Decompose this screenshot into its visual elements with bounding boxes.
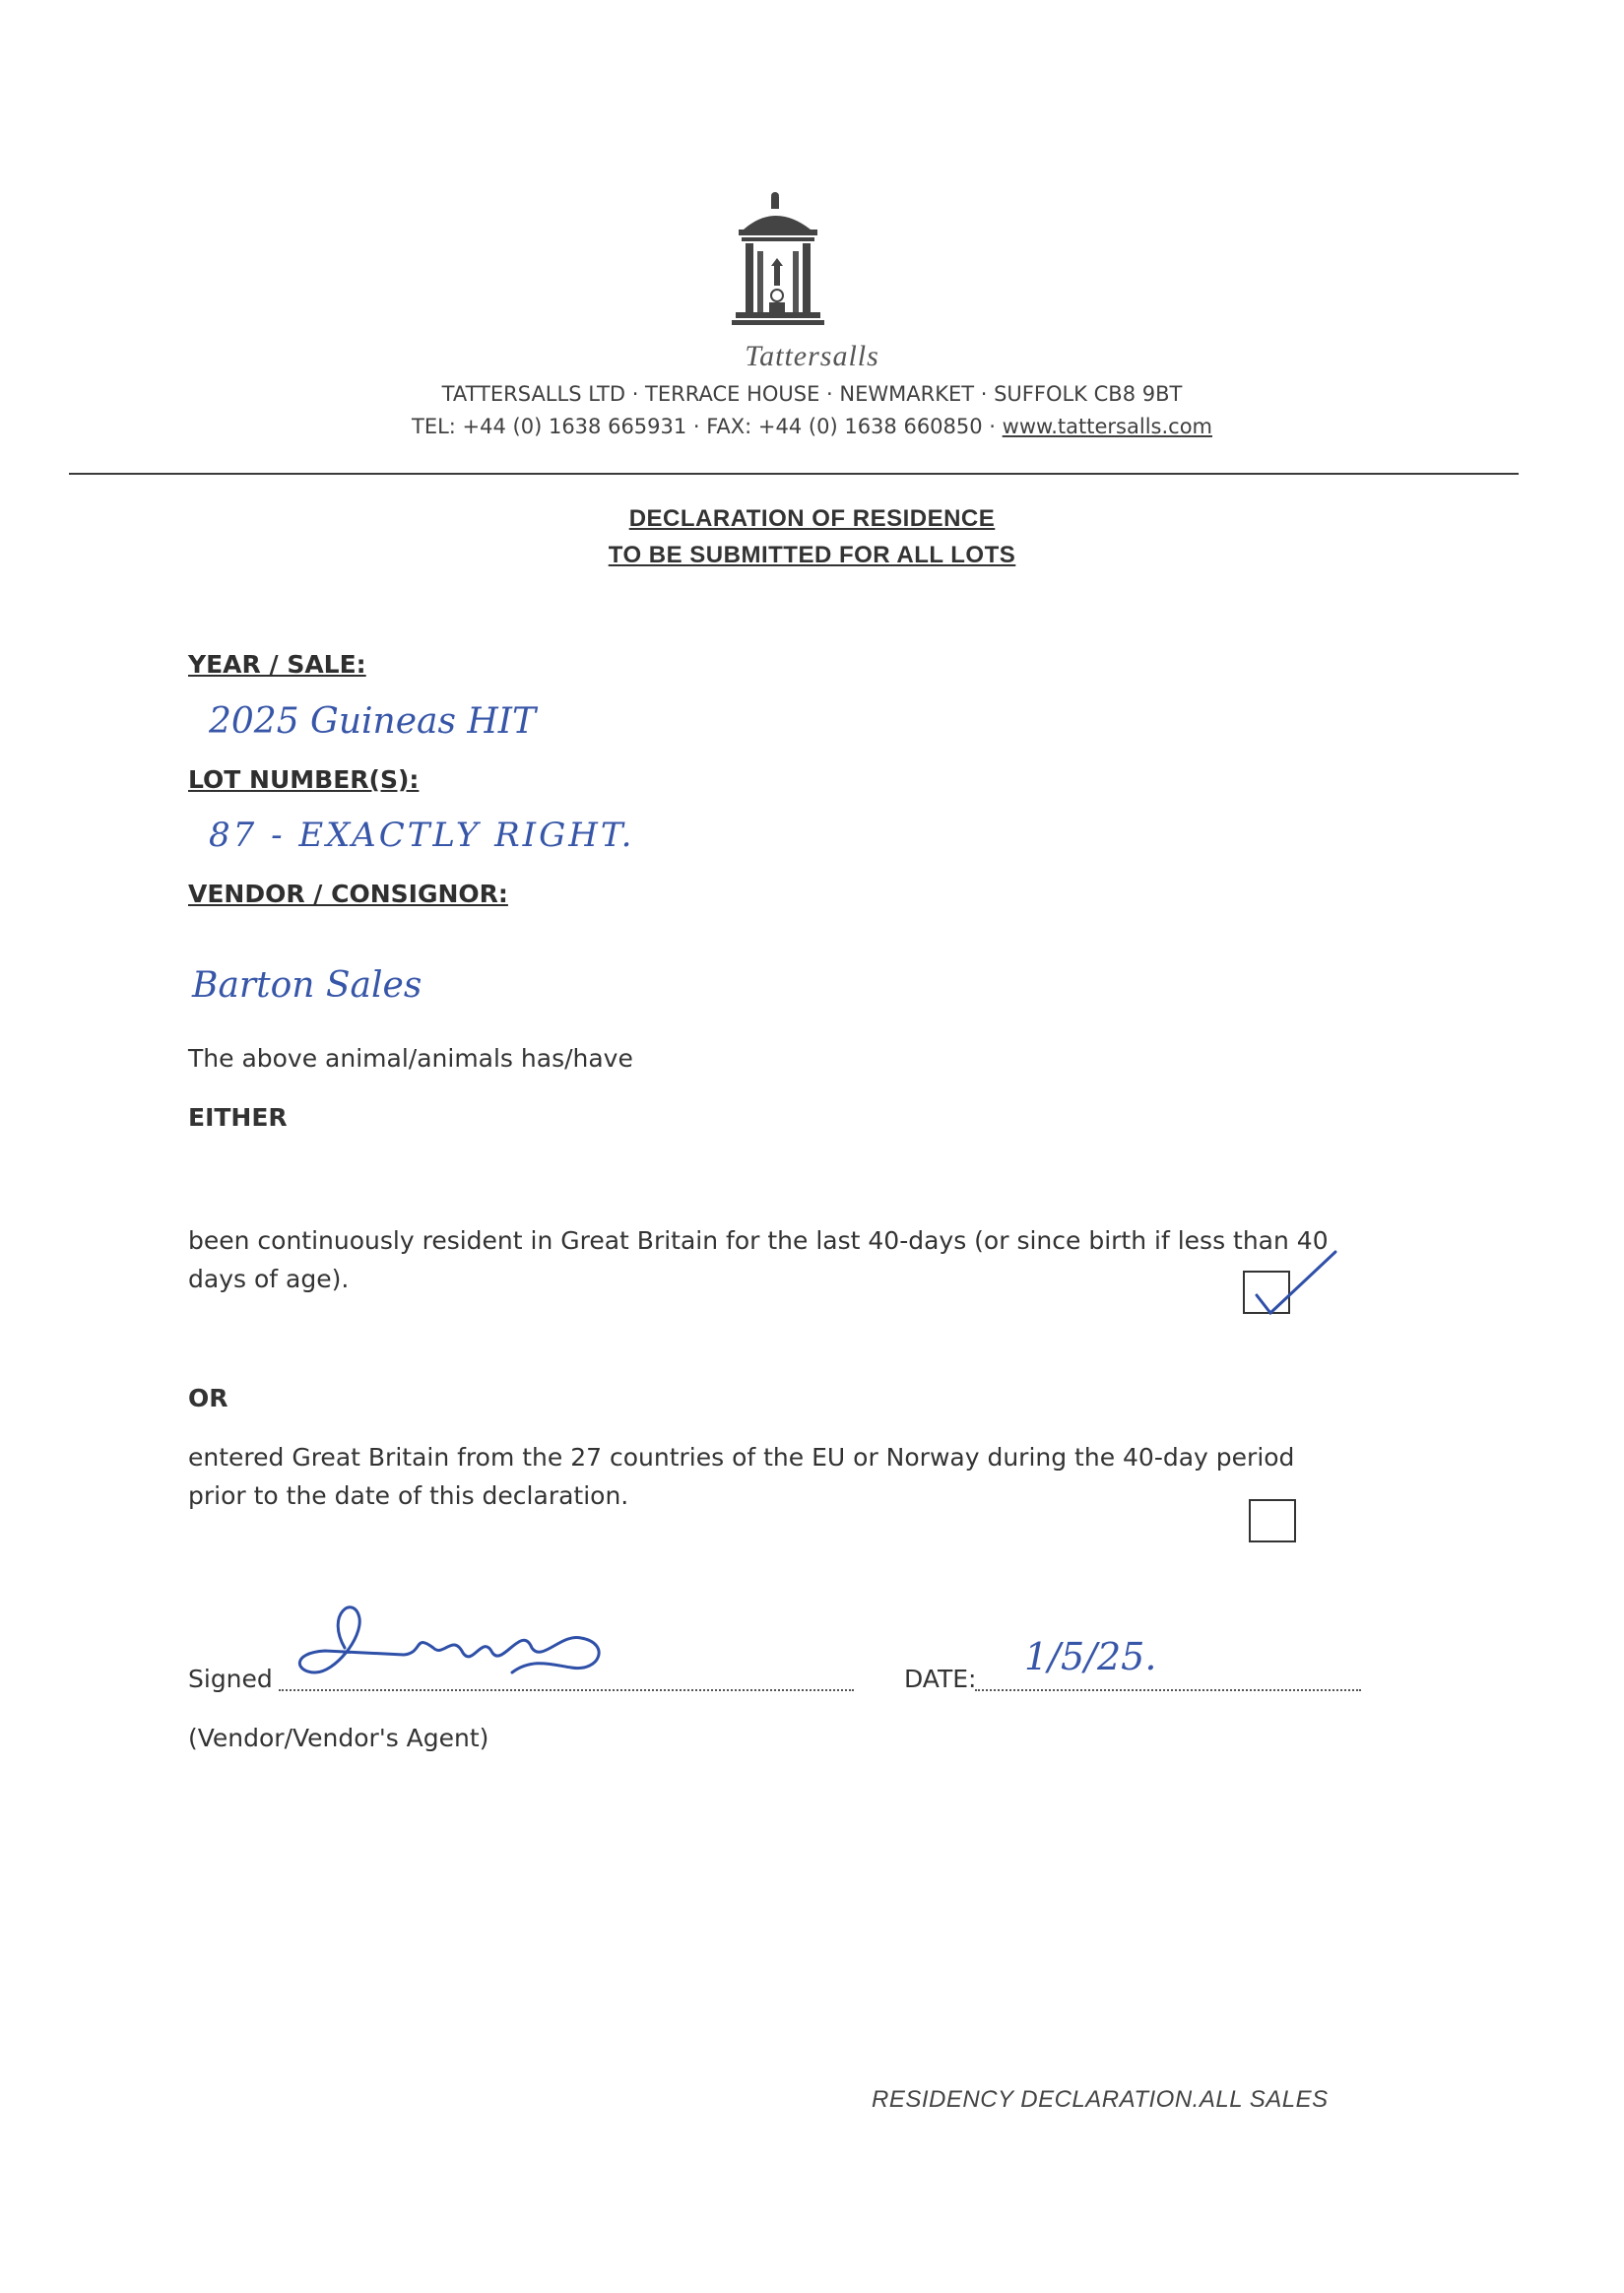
option1-line1: been continuously resident in Great Britain for the last 40-days (or since birth if less than 40 [188,1226,1329,1255]
document-title: DECLARATION OF RESIDENCE [628,505,996,532]
date-label: DATE: [904,1665,977,1693]
contact-phone-fax: TEL: +44 (0) 1638 665931 · FAX: +44 (0) 1638 660850 · [412,415,1003,438]
option2-line1: entered Great Britain from the 27 countries of the EU or Norway during the 40-day period [188,1443,1295,1472]
year-sale-value: 2025 Guineas HIT [209,701,537,742]
date-line [975,1689,1361,1691]
lot-number-value: 87 - EXACTLY RIGHT. [209,816,635,855]
vendor-label: VENDOR / CONSIGNOR: [188,880,508,908]
signed-label: Signed [188,1665,273,1693]
lot-number-label: LOT NUMBER(S): [188,765,420,794]
handwritten-signature [286,1594,620,1692]
statement-intro: The above animal/animals has/have [188,1044,633,1073]
document-subtitle: TO BE SUBMITTED FOR ALL LOTS [608,542,1016,568]
year-sale-label: YEAR / SALE: [188,650,366,679]
or-label: OR [188,1384,228,1412]
footer-text: RESIDENCY DECLARATION.ALL SALES [872,2086,1329,2113]
date-value: 1/5/25. [1024,1635,1157,1678]
website-link[interactable]: www.tattersalls.com [1002,415,1212,438]
vendor-value: Barton Sales [192,965,422,1006]
company-contact [0,415,1624,438]
brand-name: Tattersalls [745,340,879,372]
option2-text [188,1438,1429,1515]
option2-line2: prior to the date of this declaration. [188,1481,629,1510]
either-label: EITHER [188,1103,288,1132]
company-address: TATTERSALLS LTD · TERRACE HOUSE · NEWMARKET · SUFFOLK CB8 9BT [441,382,1183,406]
tattersalls-logo [724,192,832,330]
option1-line2: days of age). [188,1265,350,1293]
header-divider [69,473,1519,475]
option2-checkbox[interactable] [1249,1499,1296,1542]
signer-role: (Vendor/Vendor's Agent) [188,1724,489,1752]
check-mark-icon [1249,1246,1342,1325]
